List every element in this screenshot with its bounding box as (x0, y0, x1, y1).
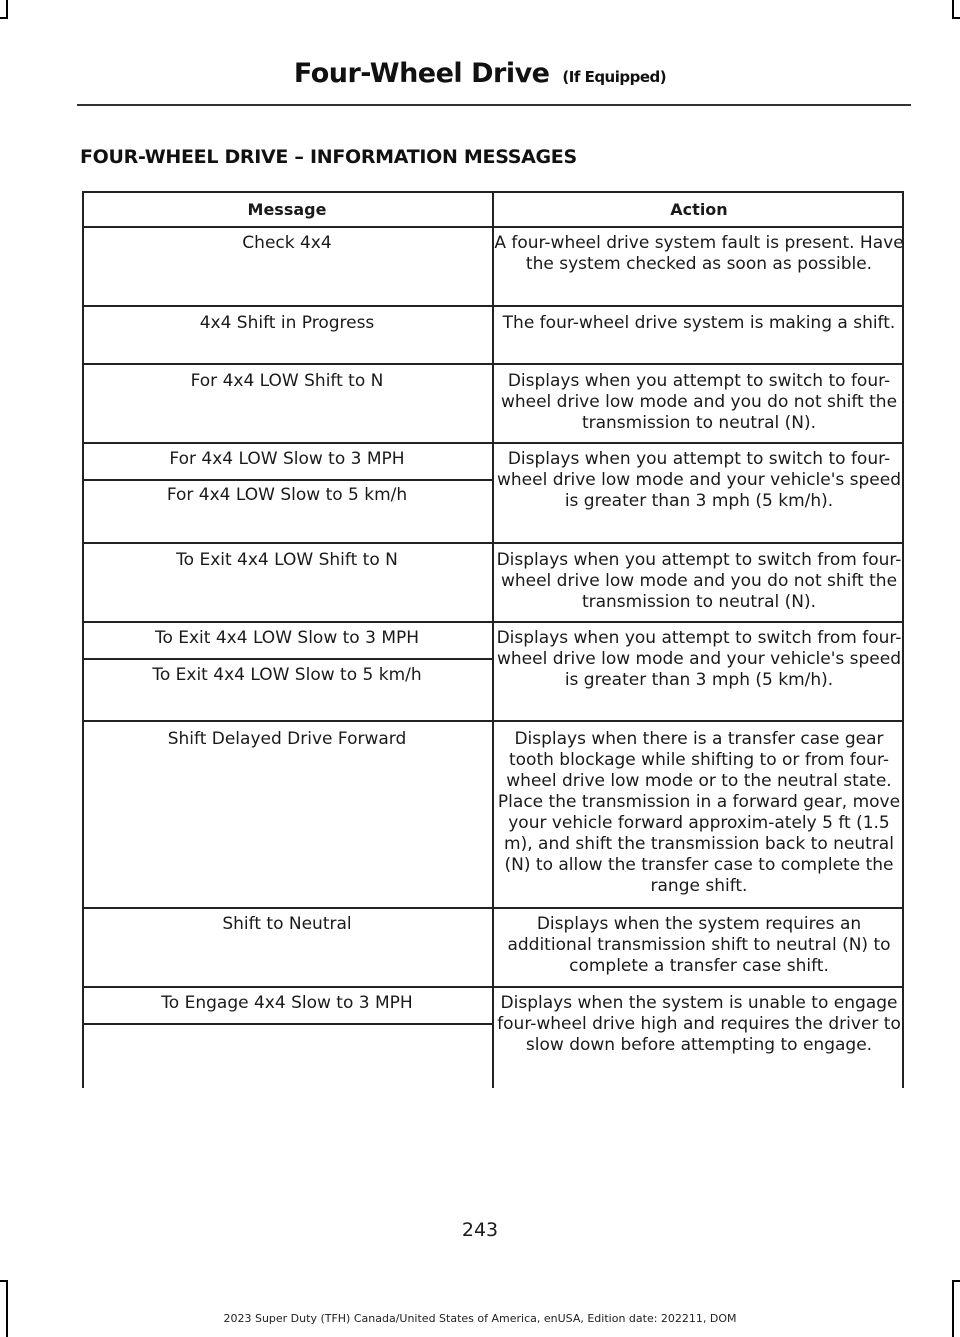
crop-mark (6, 1280, 8, 1337)
crop-mark (952, 17, 960, 19)
header-suffix: (If Equipped) (562, 68, 667, 86)
table-rule (82, 479, 492, 481)
table-row-action: A four-wheel drive system fault is present. Have the system checked as soon as possible. (494, 233, 904, 274)
table-row-message: To Engage 4x4 Slow to 3 MPH (161, 993, 413, 1013)
table-row-action: Displays when the system requires an additional transmission shift to neutral (N) to complete a transfer case shift. (507, 914, 891, 976)
table-rule (82, 658, 492, 660)
table-row-message: To Exit 4x4 LOW Slow to 3 MPH (154, 628, 420, 648)
table-row-message: 4x4 Shift in Progress (199, 313, 375, 333)
table-row-action: Displays when you attempt to switch to four-wheel drive low mode and you do not shift the transmission to neutral (N). (500, 371, 898, 433)
table-row-message-alt: To Exit 4x4 LOW Slow to 5 km/h (152, 665, 422, 685)
table-row-action: Displays when the system is unable to engage four-wheel drive high and requires the driver to slow down before attempting to engage. (497, 993, 901, 1055)
table-row-message-alt: For 4x4 LOW Slow to 5 km/h (166, 485, 408, 505)
page-footer: 2023 Super Duty (TFH) Canada/United States of America, enUSA, Edition date: 202211, DOM (223, 1312, 737, 1325)
table-row-action: Displays when you attempt to switch from four-wheel drive low mode and your vehicle's speed is greater than 3 mph (5 km/h). (496, 628, 902, 690)
page-number: 243 (461, 1219, 499, 1241)
table-row-message: For 4x4 LOW Shift to N (190, 371, 384, 391)
crop-mark (952, 1280, 954, 1337)
table-row-message: Shift Delayed Drive Forward (167, 729, 407, 749)
column-header-action: Action (670, 200, 728, 219)
header-divider (77, 104, 911, 106)
section-heading: FOUR-WHEEL DRIVE – INFORMATION MESSAGES (80, 146, 577, 168)
header-title: Four-Wheel Drive (293, 58, 550, 89)
crop-mark (0, 17, 8, 19)
table-row-message: Check 4x4 (242, 233, 332, 253)
table-rule (82, 1023, 492, 1025)
column-header-message: Message (247, 200, 327, 219)
table-row-action: The four-wheel drive system is making a shift. (502, 313, 896, 333)
table-row-action: Displays when there is a transfer case gear tooth blockage while shifting to or from four-wheel drive low mode or to the neutral state. Place the transmission in a forward gear, move your vehicle forward approxim-ately 5 ft (1.5 m), and shift the transmission back to neutral (N) to allow the transfer case to complete the range shift. (497, 729, 901, 896)
table-row-message: For 4x4 LOW Slow to 3 MPH (169, 449, 405, 469)
crop-mark (952, 1280, 960, 1282)
table-row-message: To Exit 4x4 LOW Shift to N (176, 550, 398, 570)
table-row-action: Displays when you attempt to switch to four-wheel drive low mode and your vehicle's speed is greater than 3 mph (5 km/h). (496, 449, 902, 511)
table-row-action: Displays when you attempt to switch from four-wheel drive low mode and you do not shift the transmission to neutral (N). (496, 550, 902, 612)
crop-mark (0, 1280, 8, 1282)
page-header (0, 58, 960, 89)
info-messages-table (82, 191, 904, 1088)
crop-mark (952, 0, 954, 18)
crop-mark (6, 0, 8, 18)
table-row-message: Shift to Neutral (222, 914, 352, 934)
